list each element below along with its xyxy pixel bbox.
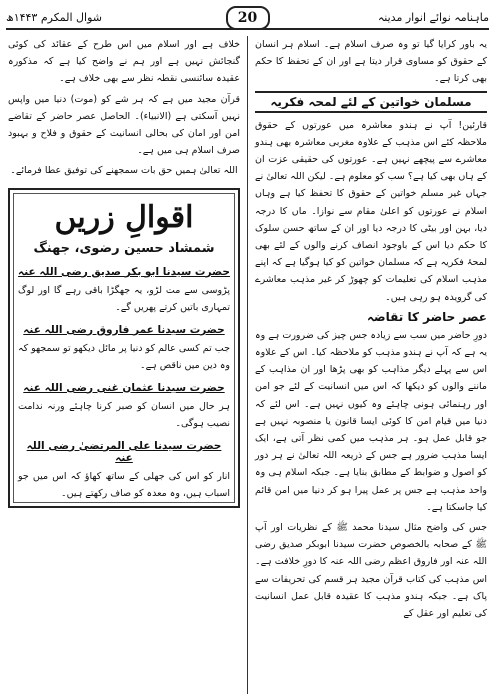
section1-paragraph: قارئین! آپ نے ہندو معاشرہ میں عورتوں کے حقوق ملاحظہ کئے اس مذہب کے علاوہ مغربی معاشرہ بھی ہندو معاشرے سے پیچھے نہیں ہے۔ عورتوں کی حقیقی عزت ان کے ہاں بھی کیا ہے؟ سب کو معلوم ہے۔ لیکن اللہ تعالیٰ نے جہاں غیر مسلم خواتین کے حقوق کا تحفظ کیا ہے وہاں اسلام نے عورتوں کو اعلیٰ مقام سے نوازا۔ ماں کا درجہ دیا، بہن اور بیٹی کا درجہ دیا اور ان کے ساتھ حسن سلوک کا حکم دیا اس کے باوجود انصاف کرنے والوں کے لئے بھی لمحۂ فکریہ ہے کہ مسلمان خواتین کو کیا ہوگیا ہے کہ اپنے مذہب اسلام کی تعلیمات کو چھوڑ کر غیر مذہب معاشرے کی گرویدہ ہو رہی ہیں۔ <box>255 119 487 303</box>
column-divider <box>247 36 248 694</box>
saying-name: حضرت سیدنا ابو بکر صدیق رضی اللہ عنہ <box>18 265 230 278</box>
aqwal-box <box>8 188 240 508</box>
page-header <box>6 6 489 30</box>
right-column <box>255 36 487 694</box>
left-paragraph-2: قرآن مجید میں ہے کہ ہر شے کو (موت) دنیا میں واپس نہیں آسکتی ہے (الانبیاء)۔ الحاصل عصر حاضر کے تقاضے امن اور امان کی بحالی انسانیت کے حقوق و فلاح و بہبود صرف اسلام ہی میں ہے۔ <box>8 93 240 157</box>
saying-text: انار کو اس کی جھلی کے ساتھ کھاؤ کہ اس میں جو اسباب ہیں، وہ معدہ کو صاف رکھتے ہیں۔ <box>18 470 230 499</box>
section2-heading: عصر حاضر کا تقاضہ <box>367 309 487 324</box>
magazine-title: ماہنامہ نوائے انوار مدینہ <box>377 10 489 24</box>
intro-paragraph: یہ باور کرایا گیا تو وہ صرف اسلام ہے۔ اسلام ہر انسان کے حقوق کو مساوی قرار دیتا ہے اور ان کے تحفظ کا حکم بھی کرتا ہے۔ <box>255 39 487 85</box>
left-paragraph-3: اللہ تعالیٰ ہمیں حق بات سمجھنے کی توفیق عطا فرمائے۔ <box>10 165 238 177</box>
section-banner: مسلمان خواتین کے لئے لمحہ فکریہ <box>255 91 487 113</box>
left-column <box>8 36 240 694</box>
saying-text: پڑوسی سے مت لڑو، یہ جھگڑا باقی رہے گا اور لوگ تمہاری باتیں کرتے پھریں گے۔ <box>18 284 230 313</box>
aqwal-author: شمشاد حسین رضوی، جھنگ <box>33 240 215 256</box>
page-number: 20 <box>226 6 270 30</box>
left-paragraph-1: خلاف ہے اور اسلام میں اس طرح کے عقائد کی کوئی گنجائش نہیں ہے اور ہم نے واضح کیا ہے کہ مذکورہ عقیدہ سائنسی نقطہ نظر سے بھی خلاف ہے۔ <box>8 39 240 85</box>
saying-text: جب تم کسی عالم کو دنیا پر مائل دیکھو تو سمجھو کہ وہ دین میں ناقص ہے۔ <box>18 342 230 371</box>
saying-name: حضرت سیدنا علی المرتضیٰ رضی اللہ عنہ <box>26 439 222 464</box>
aqwal-title: اقوالِ زریں <box>54 199 194 235</box>
issue-date: شوال المکرم ۱۴۴۳ھ <box>6 10 102 24</box>
saying-name: حضرت سیدنا عثمان غنی رضی اللہ عنہ <box>23 381 225 394</box>
section2-paragraph: دورِ حاضر میں سب سے زیادہ جس چیز کی ضرورت ہے وہ یہ ہے کہ آپ نے ہندو مذہب کو ملاحظہ کیا۔ اس کے علاوہ اس سے پہلے دیگر مذاہب کو بھی پڑھا اور ان مذاہب کے ماننے والوں کو دیکھا کہ اس میں انسانیت کے لئے جو امن اور رہنمائی ہونی چاہئے وہ کیوں نہیں ہے۔ اس لئے کہ دنیا میں قیام امن کا کوئی ایسا قانون یا منصوبہ نہیں ہے جو قابل عمل ہو۔ ہر مذہب میں کمی نظر آتی ہے، ایک ایسا مذہب ضرور ہے جس کے ذریعہ اللہ تعالیٰ نے ہر دور کو اصول و ضوابط کے مطابق بنایا ہے۔ جبکہ اسلام ہی وہ واحد مذہب ہے جس پر عمل پیرا ہو کر دنیا میں امن قائم کیا جاسکتا ہے۔ <box>255 329 487 513</box>
saying-text: ہر حال میں انسان کو صبر کرنا چاہئے ورنہ ندامت نصیب ہوگی۔ <box>18 400 230 429</box>
saying-name: حضرت سیدنا عمر فاروق رضی اللہ عنہ <box>23 323 225 336</box>
section3-paragraph: جس کی واضح مثال سیدنا محمد ﷺ کے نظریات اور آپ ﷺ کے صحابہ بالخصوص حضرت سیدنا ابوبکر صدیق رضی اللہ عنہ اور فاروق اعظم رضی اللہ عنہ کا دورِ خلافت ہے۔ اس مذہب کی کتاب قرآن مجید ہر قسم کی تحریفات سے پاک ہے۔ جبکہ ہندو مذہب کا عقیدہ قابل عمل انسانیت کی تعلیم اور عقل کے <box>255 522 487 620</box>
